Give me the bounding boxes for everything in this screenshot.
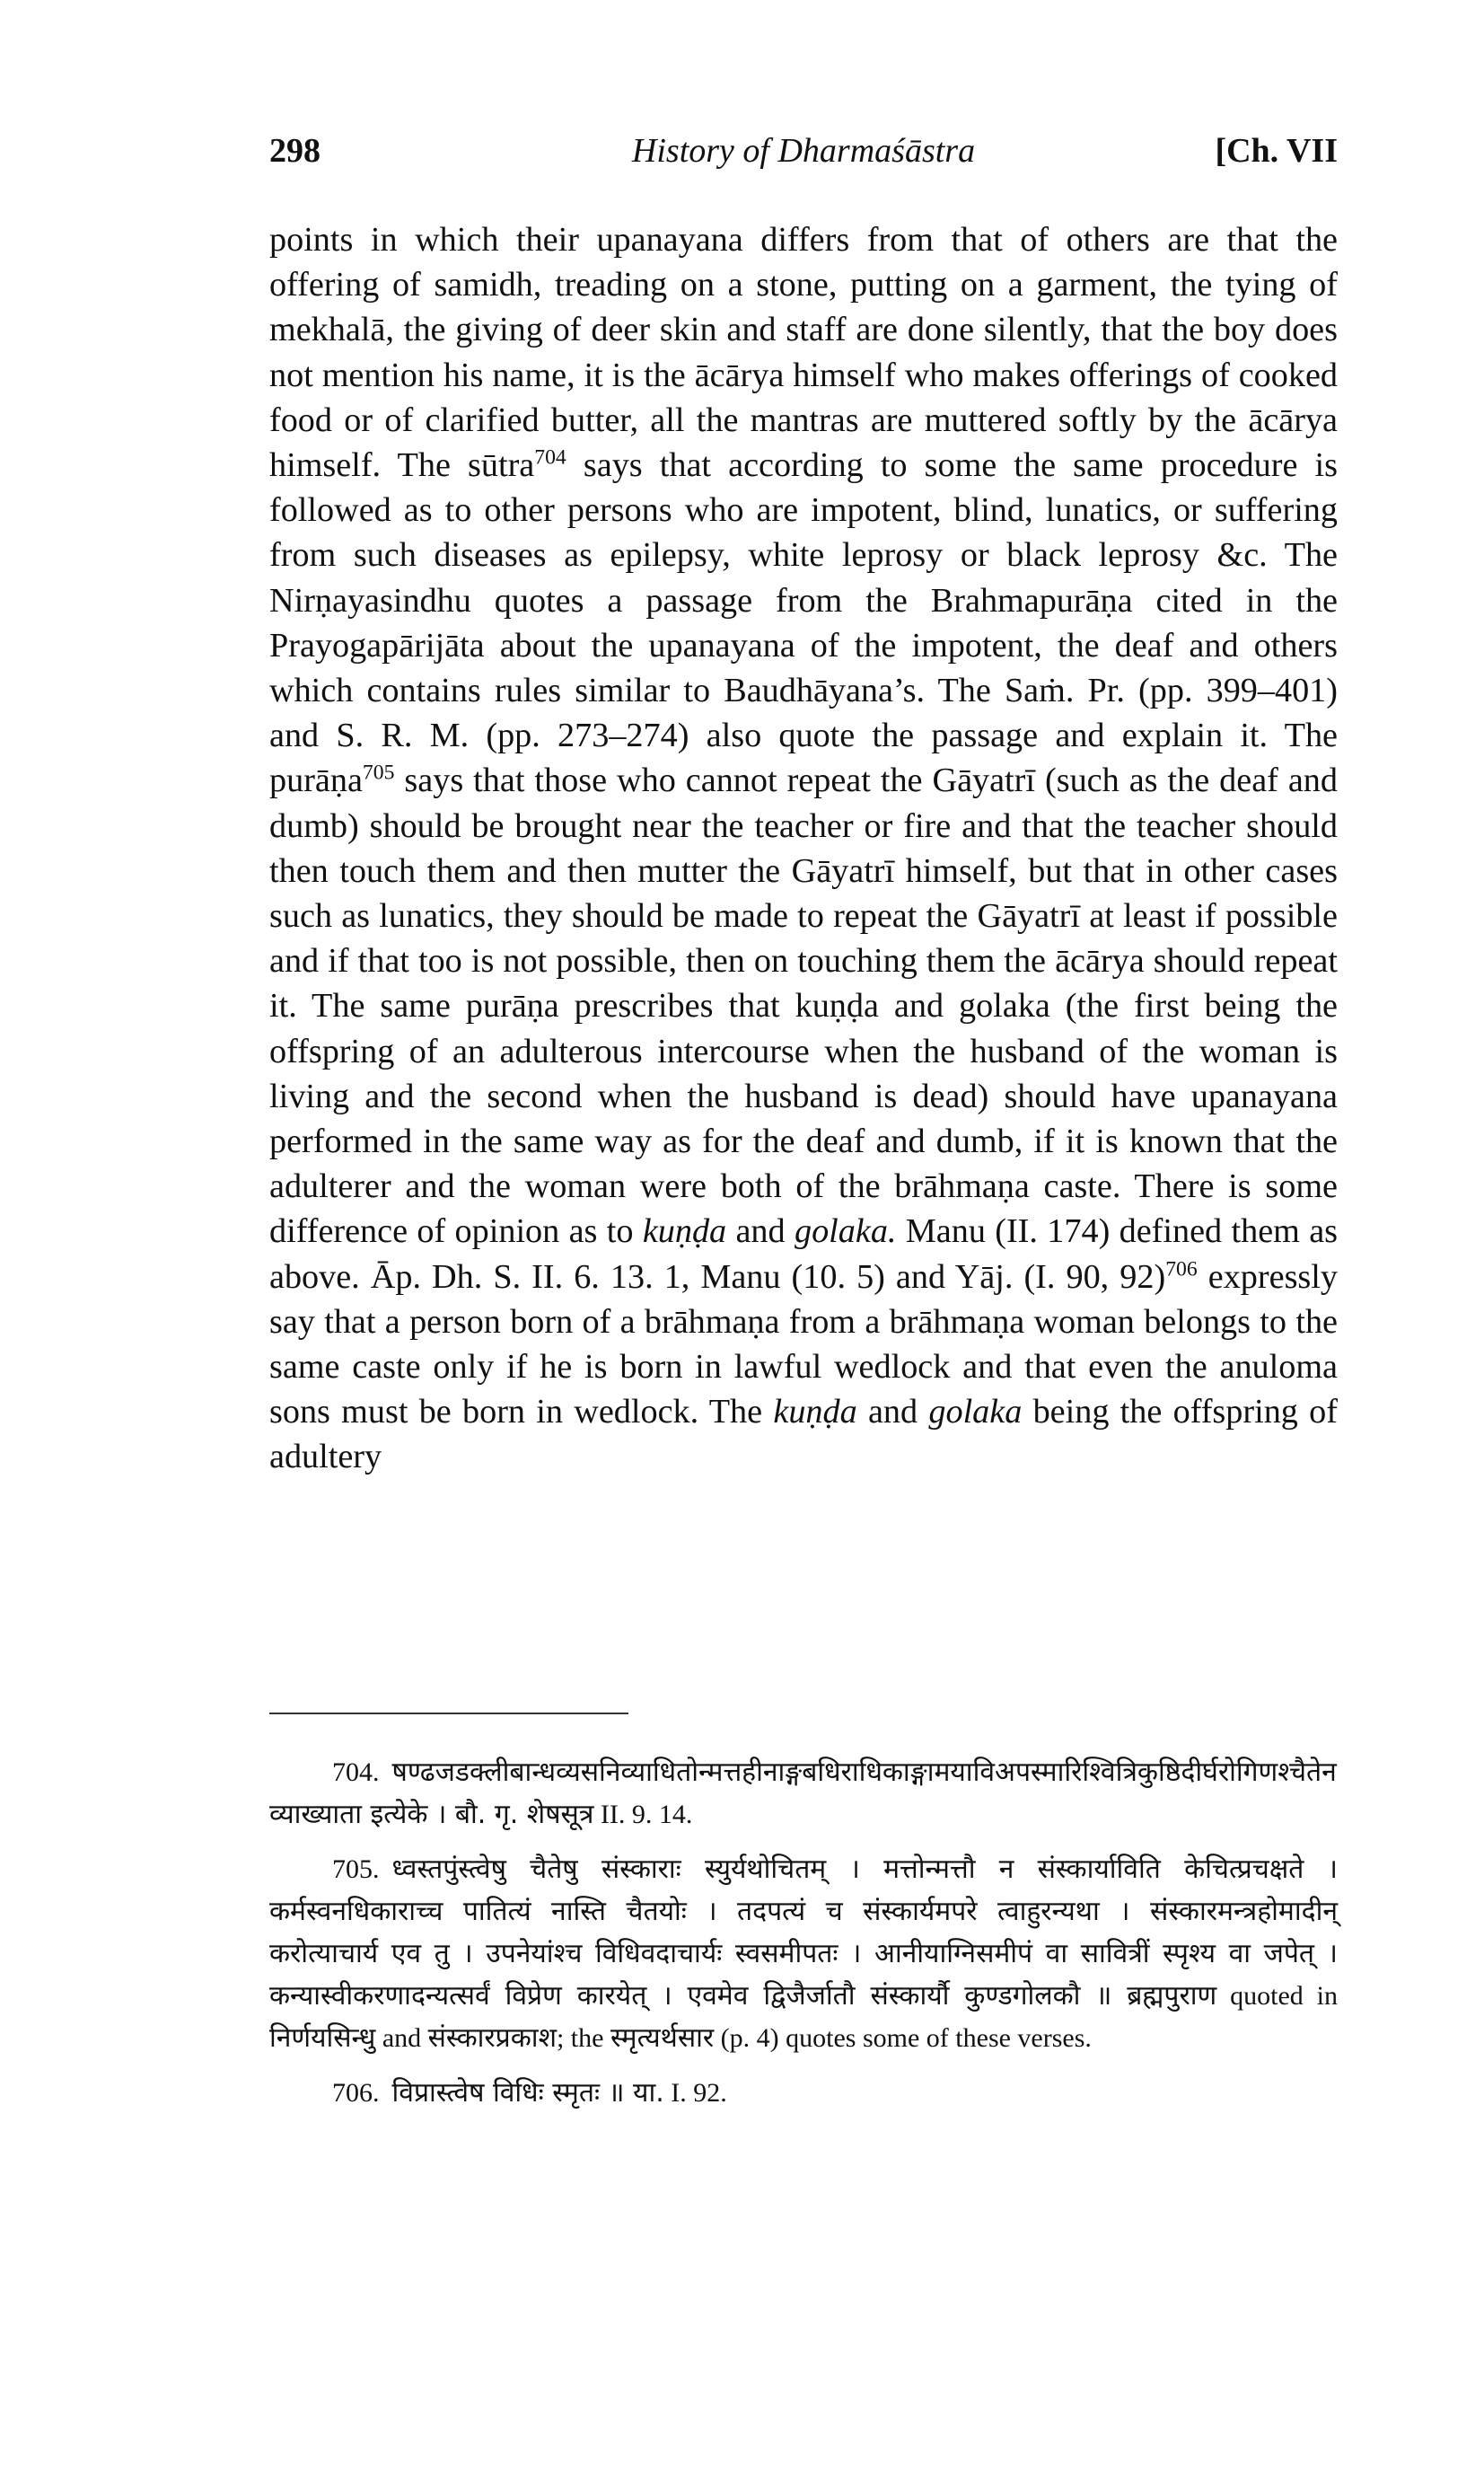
footnote-704 — [269, 1751, 1338, 1836]
footnote-706 — [269, 2072, 1338, 2114]
text-run: says that those who cannot repeat the Gāyatrī (such as the deaf and dumb) should be brought near the teacher or fire and that the teacher should then touch them and then mutter the Gāyatrī himself, but that in other cases such as lunatics, they should be made to repeat the Gāyatrī at least if possible and if that too is not possible, then on touching them the ācārya should repeat it. The same purāṇa prescribes that kuṇḍa and golaka (the first being the offspring of an adulterous intercourse when the husband of the woman is living and the second when the husband is dead) should have upanayana performed in the same way as for the deaf and dumb, if it is known that the adulterer and the woman were both of the brāhmaṇa caste. There is some difference of opinion as to — [269, 762, 1338, 1251]
footnote-ref-705: 705 — [362, 761, 395, 785]
chapter-label: [Ch. VII — [1215, 132, 1338, 170]
text-run: and — [726, 1212, 795, 1251]
footnote-text: II. 9. 14. — [593, 1800, 693, 1829]
page-number: 298 — [269, 132, 321, 170]
text-run: and — [856, 1393, 929, 1431]
italic-term: golaka. — [794, 1212, 897, 1251]
body-text — [269, 217, 1338, 1480]
footnote-705 — [269, 1848, 1338, 2059]
footnote-text: I. 92. — [663, 2078, 727, 2108]
footnote-sanskrit: ध्वस्तपुंस्त्वेषु चैतेषु संस्काराः स्युर्यथोचितम् । मत्तोन्मत्तौ न संस्कार्याविति केचित्प्रचक्षते । कर्मस्वनधिकाराच्च पातित्यं नास्ति चैतयोः । तदपत्यं च संस्कार्यमपरे त्वाहुरन्यथा । संस्कारमन्त्रहोमादीन् करोत्याचार्य एव तु । उपनेयांश्च विधिवदाचार्यः स्वसमीपतः । आनीयाग्निसमीपं वा सावित्रीं स्पृश्य वा जपेत् । कन्यास्वीकरणादन्यत्सर्वं विप्रेण कारयेत् । एवमेव द्विजैर्जातौ संस्कार्यौ कुण्डगोलकौ ॥ ब्रह्मपुराण — [269, 1854, 1338, 2012]
text-run: Manu (II. 174) defined them as above. Āp. Dh. S. II. 6. 13. 1, Manu (10. 5) and Yāj. (I. 90, 92) — [269, 1212, 1339, 1296]
footnote-number: 705. — [332, 1854, 380, 1884]
footnote-text: ; the — [556, 2023, 610, 2053]
footnote-ref-704: 704 — [534, 445, 566, 470]
footnote-sanskrit: विप्रास्त्वेष विधिः स्मृतः ॥ या. — [391, 2077, 664, 2109]
footnote-separator — [269, 1713, 628, 1714]
footnote-sanskrit: षण्ढजडक्लीबान्धव्यसनिव्याधितोन्मत्तहीनाङ्गबधिराधिकाङ्गामयाविअपस्मारिश्वित्रिकुष्ठिदीर्घरोगिणश्चैतेन व्याख्याता इत्येके । बौ. गृ. शेषसूत्र — [269, 1757, 1337, 1830]
page-header — [269, 131, 1338, 185]
footnote-number: 704. — [332, 1757, 380, 1787]
footnote-text: (p. 4) quotes some of these verses. — [714, 2023, 1092, 2053]
italic-term: kuṇḍa — [642, 1212, 727, 1251]
footnote-sanskrit: स्मृत्यर्थसार — [610, 2022, 715, 2054]
footnotes — [269, 1751, 1338, 2127]
paragraph — [269, 217, 1338, 1480]
text-run: says that according to some the same procedure is followed as to other persons who are impotent, blind, lunatics, or suffering from such diseases as epilepsy, white leprosy or black leprosy &c. The Nirṇayasindhu quotes a passage from the Brahmapurāṇa cited in the Prayogapārijāta about the upanayana of the impotent, the deaf and others which contains rules similar to Baudhāyana’s. The Saṁ. Pr. (pp. 399–401) and S. R. M. (pp. 273–274) also quote the passage and explain it. The purāṇa — [269, 446, 1338, 800]
footnote-sanskrit: निर्णयसिन्धु — [269, 2022, 376, 2054]
footnote-ref-706: 706 — [1165, 1256, 1198, 1281]
italic-term: golaka — [928, 1393, 1023, 1431]
text-run: being the offspring of adultery — [269, 1393, 1338, 1476]
footnote-text: quoted in — [1216, 1981, 1338, 2011]
text-run: points in which their upanayana differs from that of others are that the offering of samidh, treading on a stone, putting on a garment, the tying of mekhalā, the giving of deer skin and staff are done silently, that the boy does not mention his name, it is the ācārya himself who makes offerings of cooked food or of clarified butter, all the mantras are muttered softly by the ācārya himself. The sūtra — [269, 221, 1338, 485]
text-run: expressly say that a person born of a brāhmaṇa from a brāhmaṇa woman belongs to the same caste only if he is born in lawful wedlock and that even the anuloma sons must be born in wedlock. The — [269, 1257, 1338, 1431]
footnote-sanskrit: संस्कारप्रकाश — [427, 2022, 557, 2054]
running-title: History of Dharmaśāstra — [631, 132, 976, 170]
italic-term: kuṇḍa — [773, 1393, 857, 1431]
footnote-text: and — [375, 2023, 428, 2053]
footnote-number: 706. — [332, 2078, 380, 2108]
